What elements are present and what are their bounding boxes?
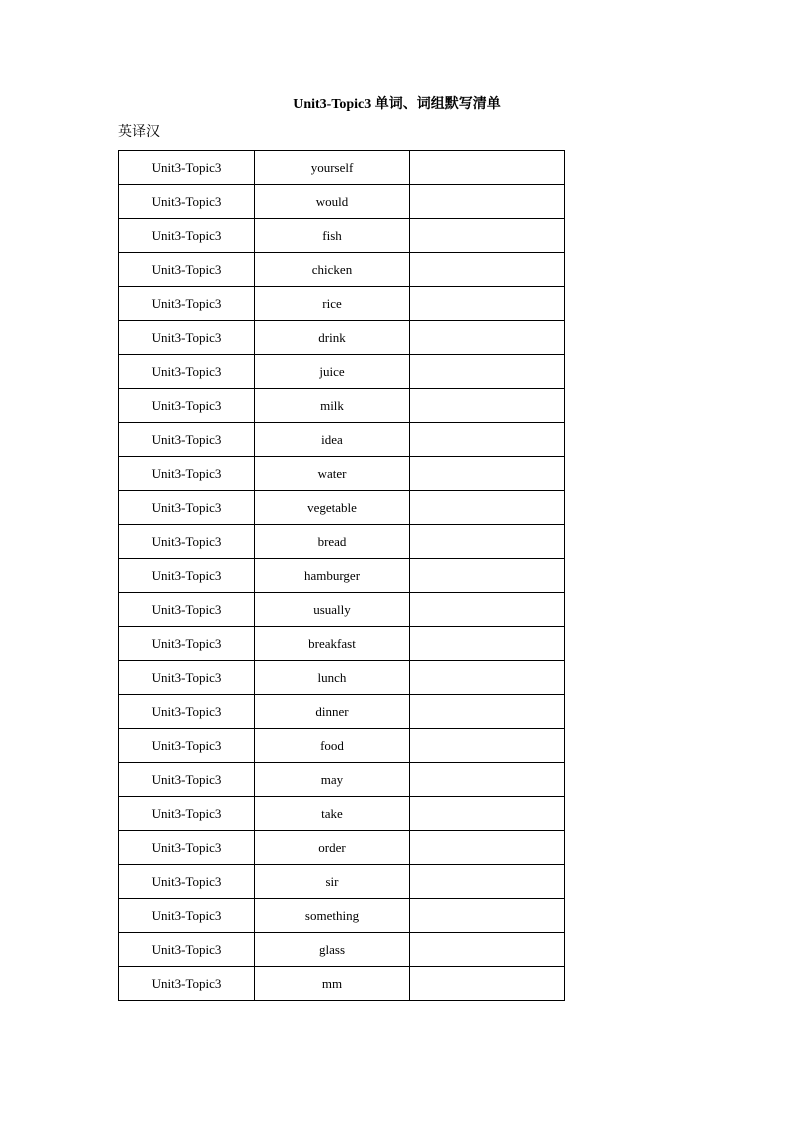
answer-cell[interactable]	[410, 729, 565, 763]
word-cell: lunch	[255, 661, 410, 695]
answer-cell[interactable]	[410, 661, 565, 695]
table-row	[119, 661, 565, 695]
unit-cell: Unit3-Topic3	[119, 389, 255, 423]
table-row	[119, 763, 565, 797]
table-row	[119, 287, 565, 321]
answer-cell[interactable]	[410, 321, 565, 355]
word-cell: usually	[255, 593, 410, 627]
word-cell: chicken	[255, 253, 410, 287]
word-cell: mm	[255, 967, 410, 1001]
table-row	[119, 865, 565, 899]
unit-cell: Unit3-Topic3	[119, 219, 255, 253]
word-cell: take	[255, 797, 410, 831]
unit-cell: Unit3-Topic3	[119, 967, 255, 1001]
unit-cell: Unit3-Topic3	[119, 593, 255, 627]
table-row	[119, 933, 565, 967]
word-cell: rice	[255, 287, 410, 321]
answer-cell[interactable]	[410, 355, 565, 389]
word-cell: idea	[255, 423, 410, 457]
answer-cell[interactable]	[410, 899, 565, 933]
unit-cell: Unit3-Topic3	[119, 321, 255, 355]
word-cell: hamburger	[255, 559, 410, 593]
unit-cell: Unit3-Topic3	[119, 525, 255, 559]
answer-cell[interactable]	[410, 933, 565, 967]
unit-cell: Unit3-Topic3	[119, 763, 255, 797]
table-row	[119, 729, 565, 763]
table-row	[119, 389, 565, 423]
word-cell: dinner	[255, 695, 410, 729]
section-label: 英译汉	[118, 124, 160, 140]
unit-cell: Unit3-Topic3	[119, 865, 255, 899]
unit-cell: Unit3-Topic3	[119, 253, 255, 287]
word-cell: order	[255, 831, 410, 865]
table-row	[119, 593, 565, 627]
unit-cell: Unit3-Topic3	[119, 457, 255, 491]
answer-cell[interactable]	[410, 185, 565, 219]
table-row	[119, 559, 565, 593]
answer-cell[interactable]	[410, 967, 565, 1001]
answer-cell[interactable]	[410, 865, 565, 899]
word-cell: glass	[255, 933, 410, 967]
table-row	[119, 797, 565, 831]
answer-cell[interactable]	[410, 389, 565, 423]
table-row	[119, 219, 565, 253]
page-title: Unit3-Topic3 单词、词组默写清单	[293, 97, 501, 112]
table-row	[119, 525, 565, 559]
word-cell: vegetable	[255, 491, 410, 525]
unit-cell: Unit3-Topic3	[119, 797, 255, 831]
word-cell: drink	[255, 321, 410, 355]
answer-cell[interactable]	[410, 219, 565, 253]
word-cell: may	[255, 763, 410, 797]
table-row	[119, 695, 565, 729]
unit-cell: Unit3-Topic3	[119, 355, 255, 389]
vocab-table	[118, 150, 565, 1001]
table-row	[119, 423, 565, 457]
word-cell: sir	[255, 865, 410, 899]
table-row	[119, 151, 565, 185]
answer-cell[interactable]	[410, 763, 565, 797]
unit-cell: Unit3-Topic3	[119, 831, 255, 865]
answer-cell[interactable]	[410, 423, 565, 457]
table-row	[119, 355, 565, 389]
unit-cell: Unit3-Topic3	[119, 423, 255, 457]
unit-cell: Unit3-Topic3	[119, 287, 255, 321]
table-row	[119, 627, 565, 661]
vocab-table-body	[119, 151, 565, 1001]
unit-cell: Unit3-Topic3	[119, 559, 255, 593]
unit-cell: Unit3-Topic3	[119, 491, 255, 525]
answer-cell[interactable]	[410, 593, 565, 627]
unit-cell: Unit3-Topic3	[119, 661, 255, 695]
word-cell: yourself	[255, 151, 410, 185]
table-row	[119, 321, 565, 355]
answer-cell[interactable]	[410, 559, 565, 593]
word-cell: would	[255, 185, 410, 219]
unit-cell: Unit3-Topic3	[119, 627, 255, 661]
unit-cell: Unit3-Topic3	[119, 695, 255, 729]
unit-cell: Unit3-Topic3	[119, 933, 255, 967]
answer-cell[interactable]	[410, 253, 565, 287]
word-cell: water	[255, 457, 410, 491]
answer-cell[interactable]	[410, 287, 565, 321]
table-row	[119, 899, 565, 933]
table-row	[119, 491, 565, 525]
table-row	[119, 253, 565, 287]
answer-cell[interactable]	[410, 797, 565, 831]
answer-cell[interactable]	[410, 151, 565, 185]
unit-cell: Unit3-Topic3	[119, 151, 255, 185]
table-row	[119, 185, 565, 219]
word-cell: fish	[255, 219, 410, 253]
unit-cell: Unit3-Topic3	[119, 899, 255, 933]
answer-cell[interactable]	[410, 457, 565, 491]
table-row	[119, 831, 565, 865]
word-cell: food	[255, 729, 410, 763]
word-cell: juice	[255, 355, 410, 389]
unit-cell: Unit3-Topic3	[119, 729, 255, 763]
table-row	[119, 967, 565, 1001]
answer-cell[interactable]	[410, 491, 565, 525]
table-row	[119, 457, 565, 491]
answer-cell[interactable]	[410, 627, 565, 661]
answer-cell[interactable]	[410, 831, 565, 865]
word-cell: bread	[255, 525, 410, 559]
word-cell: something	[255, 899, 410, 933]
word-cell: breakfast	[255, 627, 410, 661]
answer-cell[interactable]	[410, 525, 565, 559]
word-cell: milk	[255, 389, 410, 423]
unit-cell: Unit3-Topic3	[119, 185, 255, 219]
answer-cell[interactable]	[410, 695, 565, 729]
